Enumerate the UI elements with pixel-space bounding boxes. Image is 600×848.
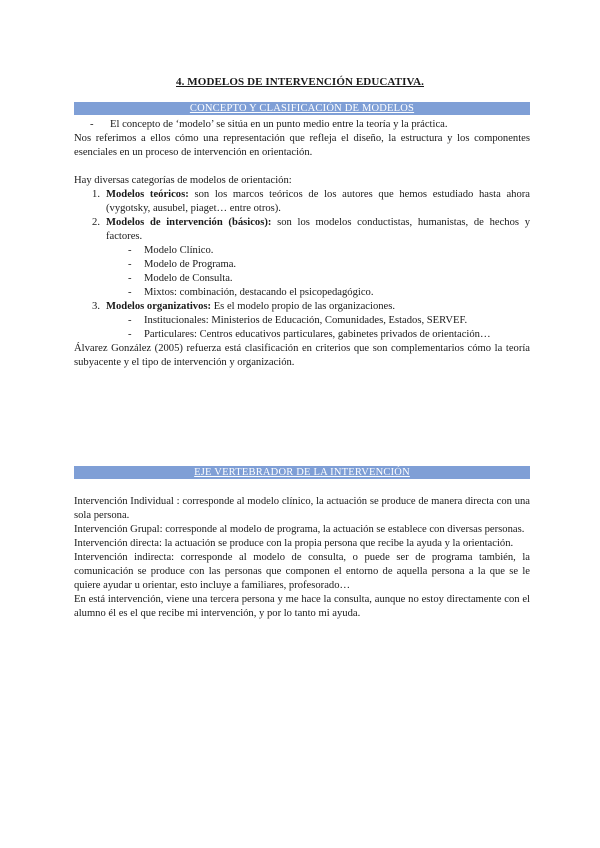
closing-paragraph: Álvarez González (2005) refuerza está clasificación en criterios que son complementarios cómo la teoría subyacente y el tipo de intervención y organización. xyxy=(74,343,530,368)
categories-intro: Hay diversas categorías de modelos de orientación: xyxy=(74,175,292,186)
list-item: - Institucionales: Ministerios de Educación, Comunidades, Estados, SERVEF. xyxy=(128,315,468,326)
section-concepto xyxy=(74,118,530,370)
dash-marker: - xyxy=(90,119,94,130)
sublist-organizativos xyxy=(74,314,530,342)
list-item-title: Modelos teóricos: xyxy=(106,189,189,200)
list-item: - Modelo de Programa. xyxy=(128,259,237,270)
page-title: 4. MODELOS DE INTERVENCIÓN EDUCATIVA. xyxy=(176,76,424,88)
section-eje xyxy=(74,495,530,621)
list-item-modelos-organizativos xyxy=(74,300,530,314)
list-item: - Particulares: Centros educativos particulares, gabinetes privados de orientación… xyxy=(128,329,491,340)
list-item-title: Modelos organizativos: xyxy=(106,301,212,312)
list-number: 2. xyxy=(92,217,100,228)
definition-paragraph: Nos referimos a ellos cómo una representación que refleja el diseño, la estructura y los componentes esenciales en un proceso de intervención en orientación. xyxy=(74,133,530,158)
list-item-text: son los modelos conductistas, humanistas, de hechos y factores. xyxy=(106,217,530,242)
list-number: 1. xyxy=(92,189,100,200)
paragraph-directa: Intervención directa: la actuación se produce con la propia persona que recibe la ayuda y la orientación. xyxy=(74,538,514,549)
section-heading-concepto: CONCEPTO Y CLASIFICACIÓN DE MODELOS xyxy=(74,102,530,115)
list-item-text: Es el modelo propio de las organizaciones. xyxy=(211,301,396,312)
section-heading-eje: EJE VERTEBRADOR DE LA INTERVENCIÓN xyxy=(74,466,530,479)
list-item: - Modelo de Consulta. xyxy=(128,273,233,284)
list-item-modelos-teoricos xyxy=(74,188,530,216)
concept-bullet xyxy=(74,118,530,132)
list-item-modelos-intervencion xyxy=(74,216,530,244)
paragraph-individual: Intervención Individual : corresponde al modelo clínico, la actuación se produce de manera directa con una sola persona. xyxy=(74,496,530,521)
list-item: - Modelo Clínico. xyxy=(128,245,214,256)
paragraph-grupal: Intervención Grupal: corresponde al modelo de programa, la actuación se establece con diversas personas. xyxy=(74,524,525,535)
list-item: - Mixtos: combinación, destacando el psicopedagógico. xyxy=(128,287,374,298)
paragraph-indirecta: Intervención indirecta: corresponde al modelo de consulta, o puede ser de programa también, la comunicación se produce con las personas que componen el entorno de aquella persona a la que se le quiere ayudar u orientar, esto incluye a familiares, profesorado… xyxy=(74,552,530,591)
list-item-text: son los marcos teóricos de los autores que hemos estudiado hasta ahora (vygotsky, ausubel, piaget… entre otros). xyxy=(106,189,530,214)
concept-bullet-text: El concepto de ‘modelo’ se sitúa en un punto medio entre la teoría y la práctica. xyxy=(110,119,448,130)
list-item-title: Modelos de intervención (básicos): xyxy=(106,217,272,228)
list-number: 3. xyxy=(92,301,100,312)
sublist-intervencion xyxy=(74,244,530,300)
paragraph-tercera-persona: En está intervención, viene una tercera persona y me hace la consulta, aunque no estoy directamente con el alumno él es el que recibe mi intervención, y por lo tanto mi ayuda. xyxy=(74,594,530,619)
